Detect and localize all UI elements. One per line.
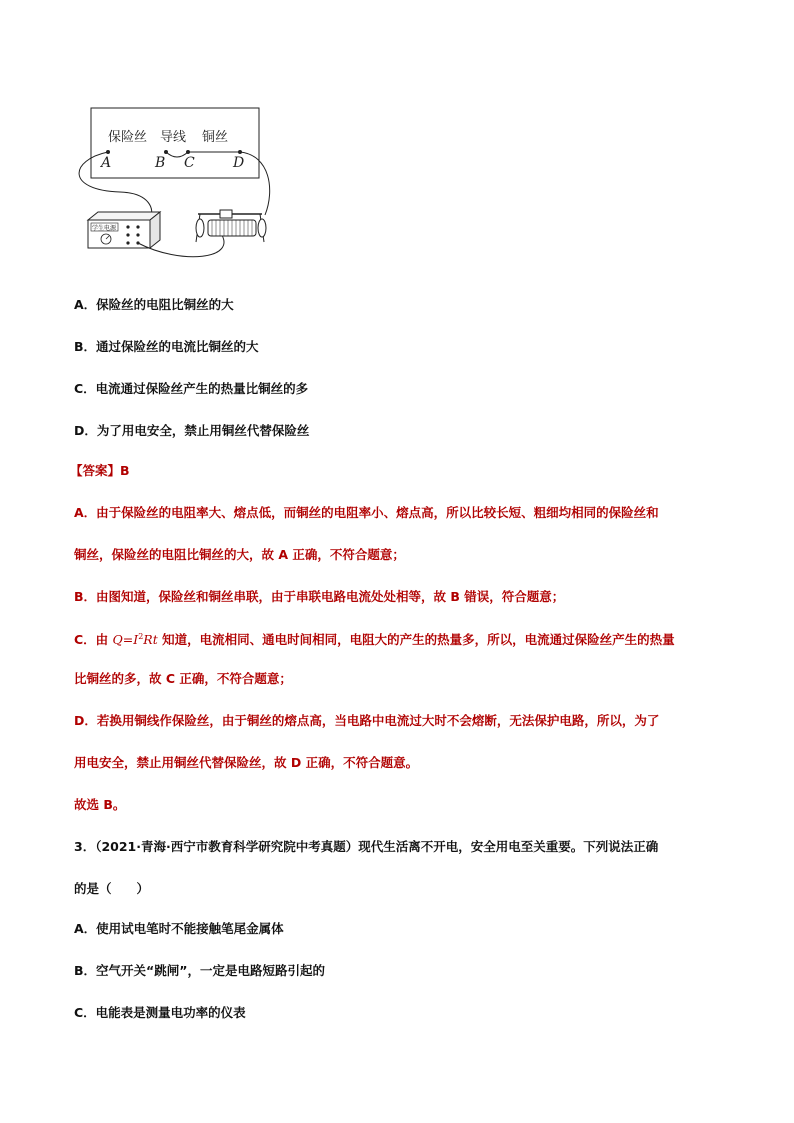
q3-option-c: C．电能表是测量电功率的仪表	[74, 1005, 246, 1020]
terminal-c-label: C	[184, 155, 195, 171]
q2-explanation-b: B．由图知道，保险丝和铜丝串联，由于串联电路电流处处相等，故 B 错误，符合题意；	[74, 589, 565, 604]
terminal-b-label: B	[155, 155, 166, 171]
formula-exponent: 2	[138, 632, 144, 641]
wire-label: 导线	[160, 130, 187, 145]
q2-explanation-a-line2: 铜丝，保险丝的电阻比铜丝的大，故 A 正确，不符合题意；	[74, 547, 405, 562]
q2-conclusion: 故选 B。	[74, 797, 126, 812]
circuit-diagram	[70, 100, 320, 260]
q3-option-b: B．空气开关“跳闸”，一定是电路短路引起的	[74, 963, 325, 978]
q2-option-c: C．电流通过保险丝产生的热量比铜丝的多	[74, 381, 309, 396]
q2-explanation-a-line1: A．由于保险丝的电阻率大、熔点低，而铜丝的电阻率小、熔点高，所以比较长短、粗细均相同的保险丝和	[74, 505, 659, 520]
q2-option-d: D．为了用电安全，禁止用铜丝代替保险丝	[74, 423, 310, 438]
terminal-a-label: A	[101, 155, 112, 171]
q3-stem-line2: 的是（ ）	[74, 881, 150, 896]
q2-explanation-c-line1	[74, 628, 675, 649]
joule-law-formula	[113, 632, 158, 647]
q2-explanation-c-suffix: 知道，电流相同、通电时间相同，电阻大的产生的热量多，所以，电流通过保险丝产生的热量	[157, 632, 675, 647]
q3-option-a: A．使用试电笔时不能接触笔尾金属体	[74, 921, 284, 936]
fuse-label: 保险丝	[108, 130, 148, 145]
power-supply-label: 学生电源	[92, 225, 117, 232]
q2-option-b: B．通过保险丝的电流比铜丝的大	[74, 339, 259, 354]
formula-base: Q=I	[112, 632, 139, 647]
copper-label: 铜丝	[202, 130, 229, 145]
formula-end: Rt	[143, 632, 158, 647]
q3-stem-line1: 3．（2021·青海·西宁市教育科学研究院中考真题）现代生活离不开电，安全用电至关重要。下列说法正确	[74, 839, 659, 854]
q2-answer: 【答案】B	[70, 463, 130, 478]
q2-explanation-d-line1: D．若换用铜线作保险丝，由于铜丝的熔点高，当电路中电流过大时不会熔断，无法保护电路，所以，为了	[74, 713, 660, 728]
power-supply	[88, 212, 160, 248]
q2-explanation-c-prefix: C．由	[74, 632, 113, 647]
q2-option-a: A．保险丝的电阻比铜丝的大	[74, 297, 234, 312]
rheostat	[196, 210, 266, 242]
q2-explanation-d-line2: 用电安全，禁止用铜丝代替保险丝，故 D 正确，不符合题意。	[74, 755, 419, 770]
q2-explanation-c-line2: 比铜丝的多，故 C 正确，不符合题意；	[74, 671, 292, 686]
terminal-d-label: D	[233, 155, 245, 171]
